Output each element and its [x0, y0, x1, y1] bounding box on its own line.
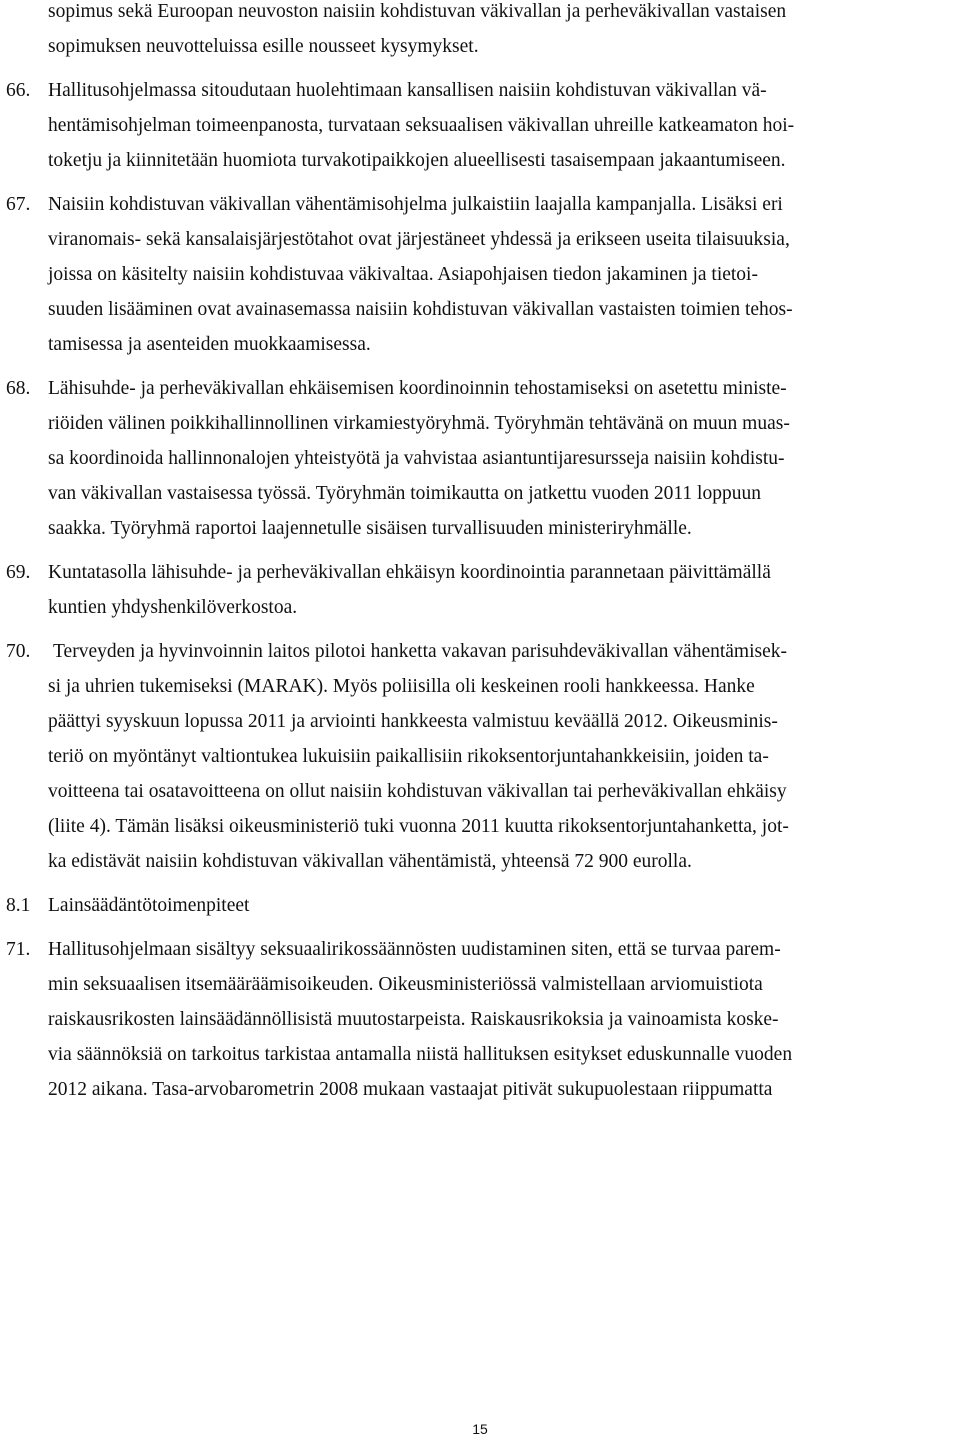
text-line: Kuntatasolla lähisuhde- ja perheväkivallan ehkäisyn koordinointia parannetaan päivittämällä [48, 562, 771, 583]
text-line: saakka. Työryhmä raportoi laajennetulle sisäisen turvallisuuden ministeriryhmälle. [48, 518, 692, 539]
section-number: 8.1 [6, 895, 31, 916]
paragraph-number: 70. [6, 641, 31, 662]
text-line: Hallitusohjelmaan sisältyy seksuaalirikossäännösten uudistaminen siten, että se turvaa parem- [48, 939, 781, 960]
text-line: tamisessa ja asenteiden muokkaamisessa. [48, 334, 371, 355]
text-line: riöiden välinen poikkihallinnollinen virkamiestyöryhmä. Työryhmän tehtävänä on muun muas- [48, 413, 790, 434]
page-number: 15 [472, 1421, 488, 1437]
text-line: 2012 aikana. Tasa-arvobarometrin 2008 mukaan vastaajat pitivät sukupuolestaan riippumatta [48, 1079, 773, 1100]
text-line: teriö on myöntänyt valtiontukea lukuisiin paikallisiin rikoksentorjuntahankkeisiin, joiden ta- [48, 746, 769, 767]
text-line: sa koordinoida hallinnonalojen yhteistyötä ja vahvistaa asiantuntijaresursseja naisiin kohdistu- [48, 448, 785, 469]
paragraph-number: 69. [6, 562, 31, 583]
text-line: hentämisohjelman toimeenpanosta, turvataan seksuaalisen väkivallan uhreille katkeamaton hoi- [48, 115, 795, 136]
text-line: viranomais- sekä kansalaisjärjestötahot ovat järjestäneet yhdessä ja erikseen useita tilaisuuksia, [48, 229, 790, 250]
text-line: ka edistävät naisiin kohdistuvan väkivallan vähentämistä, yhteensä 72 900 eurolla. [48, 851, 692, 872]
text-line: Hallitusohjelmassa sitoudutaan huolehtimaan kansallisen naisiin kohdistuvan väkivallan vä- [48, 80, 767, 101]
text-line: Lähisuhde- ja perheväkivallan ehkäisemisen koordinoinnin tehostamiseksi on asetettu ministe- [48, 378, 787, 399]
text-line: van väkivallan vastaisessa työssä. Työryhmän toimikautta on jatkettu vuoden 2011 loppuun [48, 483, 761, 504]
text-line: suuden lisääminen ovat avainasemassa naisiin kohdistuvan väkivallan vastaisten toimien tehos- [48, 299, 793, 320]
paragraph-number: 71. [6, 939, 31, 960]
text-line: voitteena tai osatavoitteena on ollut naisiin kohdistuvan väkivallan tai perheväkivallan ehkäisy [48, 781, 787, 802]
text-line: Terveyden ja hyvinvoinnin laitos pilotoi hanketta vakavan parisuhdeväkivallan vähentämisek- [53, 641, 788, 662]
section-title: Lainsäädäntötoimenpiteet [48, 895, 250, 916]
text-line: päättyi syyskuun lopussa 2011 ja arviointi hankkeesta valmistuu keväällä 2012. Oikeusminis- [48, 711, 778, 732]
text-line: toketju ja kiinnitetään huomiota turvakotipaikkojen alueellisesti tasaisempaan jakaantumiseen. [48, 150, 786, 171]
text-line: raiskausrikosten lainsäädännöllisistä muutostarpeista. Raiskausrikoksia ja vainoamista koske- [48, 1009, 779, 1030]
text-line: (liite 4). Tämän lisäksi oikeusministeriö tuki vuonna 2011 kuutta rikoksentorjuntahanketta, jot- [48, 816, 789, 837]
text-line: min seksuaalisen itsemääräämisoikeuden. Oikeusministeriössä valmistellaan arviomuistiota [48, 974, 763, 995]
paragraph-number: 66. [6, 80, 31, 101]
text-line: via säännöksiä on tarkoitus tarkistaa antamalla niistä hallituksen esitykset eduskunnalle vuoden [48, 1044, 793, 1065]
paragraph-number: 67. [6, 194, 31, 215]
text-line: sopimuksen neuvotteluissa esille nousseet kysymykset. [48, 36, 479, 57]
paragraph-number: 68. [6, 378, 31, 399]
text-line: si ja uhrien tukemiseksi (MARAK). Myös poliisilla oli keskeinen rooli hankkeessa. Hanke [48, 676, 755, 697]
text-line: sopimus sekä Euroopan neuvoston naisiin kohdistuvan väkivallan ja perheväkivallan vastaisen [48, 1, 787, 22]
text-line: kuntien yhdyshenkilöverkostoa. [48, 597, 298, 618]
text-line: joissa on käsitelty naisiin kohdistuvaa väkivaltaa. Asiapohjaisen tiedon jakaminen ja tietoi- [48, 264, 758, 285]
text-line: Naisiin kohdistuvan väkivallan vähentämisohjelma julkaistiin laajalla kampanjalla. Lisäksi eri [48, 194, 783, 215]
